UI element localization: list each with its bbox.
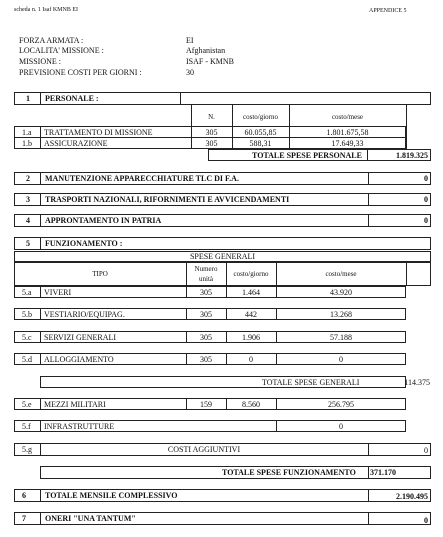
sheet-reference: scheda n. 1 Isaf KMNB EI xyxy=(14,7,78,13)
table-row-label: COSTI AGGIUNTIVI xyxy=(167,445,241,454)
table-row-code: 5.f xyxy=(22,422,31,431)
table-row-mese: 17.649,33 xyxy=(331,139,364,148)
appendix-label: APPENDICE 5 xyxy=(369,8,407,14)
table-row-label: SERVIZI GENERALI xyxy=(44,333,117,342)
info-value-localita: Afghanistan xyxy=(186,46,226,55)
personale-number: 1 xyxy=(26,94,30,103)
col-mese: costo/mese xyxy=(325,270,357,278)
col-unita: unità xyxy=(199,275,213,283)
info-label-missione: MISSIONE : xyxy=(19,57,62,66)
col-giorno: costo/giorno xyxy=(233,270,269,278)
funzionamento-total-label: TOTALE SPESE FUNZIONAMENTO xyxy=(222,468,356,477)
table-row-giorno: 1.464 xyxy=(242,288,260,297)
table-row-mese: 256.795 xyxy=(328,400,354,409)
personale-col-n: N. xyxy=(208,113,215,121)
table-row-mese: 1.801.675,58 xyxy=(326,128,369,137)
section-number: 4 xyxy=(26,216,30,225)
personale-title: PERSONALE : xyxy=(45,94,99,103)
table-row-giorno: 0 xyxy=(249,355,253,364)
table-row-n: 305 xyxy=(200,288,212,297)
table-row-label: VIVERI xyxy=(44,288,72,297)
personale-col-giorno: costo/giorno xyxy=(243,113,278,121)
info-value-missione: ISAF - KMNB xyxy=(186,57,235,66)
section-value: 0 xyxy=(424,195,428,204)
section-value: 0 xyxy=(424,174,428,183)
section-number: 3 xyxy=(26,195,30,204)
funzionamento-total-value: 371.170 xyxy=(370,468,396,477)
table-row-giorno: 8.560 xyxy=(242,400,260,409)
table-row-code: 5.g xyxy=(22,445,32,454)
info-label-forza-armata: FORZA ARMATA : xyxy=(19,36,84,45)
table-row-label: TRATTAMENTO DI MISSIONE xyxy=(44,128,153,137)
table-row-n: 305 xyxy=(205,139,218,148)
section-value: 0 xyxy=(424,516,428,525)
table-row-giorno: 1.906 xyxy=(242,333,260,342)
table-row-n: 305 xyxy=(205,128,218,137)
table-row-mese: 0 xyxy=(339,422,343,431)
table-row-code: 5.a xyxy=(22,288,32,297)
table-row-mese: 57.188 xyxy=(330,333,352,342)
table-row-code: 1.a xyxy=(22,128,32,137)
personale-col-mese: costo/mese xyxy=(331,113,364,121)
table-row-label: MEZZI MILITARI xyxy=(44,400,106,409)
table-row-n: 305 xyxy=(200,310,212,319)
section-value: 2.190.495 xyxy=(396,492,428,501)
info-value-previsione: 30 xyxy=(186,68,194,77)
info-label-localita: LOCALITA' MISSIONE : xyxy=(19,46,104,55)
table-row-n: 305 xyxy=(200,355,212,364)
table-row-n: 305 xyxy=(200,333,212,342)
table-row-code: 1.b xyxy=(22,139,32,148)
info-value-forza-armata: EI xyxy=(186,36,194,45)
section-label: TRASPORTI NAZIONALI, RIFORNIMENTI E AVVICENDAMENTI xyxy=(45,195,290,204)
table-row-giorno: 588,31 xyxy=(249,139,272,148)
table-row-value: 0 xyxy=(424,446,428,455)
totale-generali-label: TOTALE SPESE GENERALI xyxy=(262,378,360,387)
col-numero: Numero xyxy=(194,265,218,273)
section-label: APPRONTAMENTO IN PATRIA xyxy=(45,216,162,225)
table-row-label: INFRASTRUTTURE xyxy=(44,422,115,431)
section-label: TOTALE MENSILE COMPLESSIVO xyxy=(45,491,178,500)
personale-total-label: TOTALE SPESE PERSONALE xyxy=(252,151,362,160)
section-label: ONERI "UNA TANTUM" xyxy=(45,514,136,523)
funzionamento-number: 5 xyxy=(26,239,30,248)
spese-generali-title: SPESE GENERALI xyxy=(189,252,256,261)
table-row-giorno: 442 xyxy=(245,310,257,319)
table-row-code: 5.d xyxy=(22,355,32,364)
section-number: 7 xyxy=(22,514,26,523)
table-row-mese: 13.268 xyxy=(330,310,352,319)
table-row-label: ASSICURAZIONE xyxy=(44,139,108,148)
funzionamento-title: FUNZIONAMENTO : xyxy=(45,239,123,248)
table-row-mese: 43.920 xyxy=(330,288,352,297)
personale-total-value: 1.819.325 xyxy=(396,151,428,160)
table-row-code: 5.b xyxy=(22,310,32,319)
info-label-previsione: PREVISIONE COSTI PER GIORNI : xyxy=(19,68,142,77)
col-tipo: TIPO xyxy=(92,270,108,278)
table-row-label: VESTIARIO/EQUIPAG. xyxy=(44,310,125,319)
table-row-n: 159 xyxy=(200,400,212,409)
table-row-mese: 0 xyxy=(339,355,343,364)
table-row-giorno: 60.055,85 xyxy=(244,128,277,137)
totale-generali-value: 114.375 xyxy=(404,378,430,387)
table-row-code: 5.c xyxy=(22,333,32,342)
section-value: 0 xyxy=(424,216,428,225)
section-number: 2 xyxy=(26,174,30,183)
table-row-label: ALLOGGIAMENTO xyxy=(44,355,114,364)
section-label: MANUTENZIONE APPARECCHIATURE TLC DI F.A. xyxy=(45,174,239,183)
table-row-code: 5.e xyxy=(22,400,32,409)
section-number: 6 xyxy=(22,491,26,500)
